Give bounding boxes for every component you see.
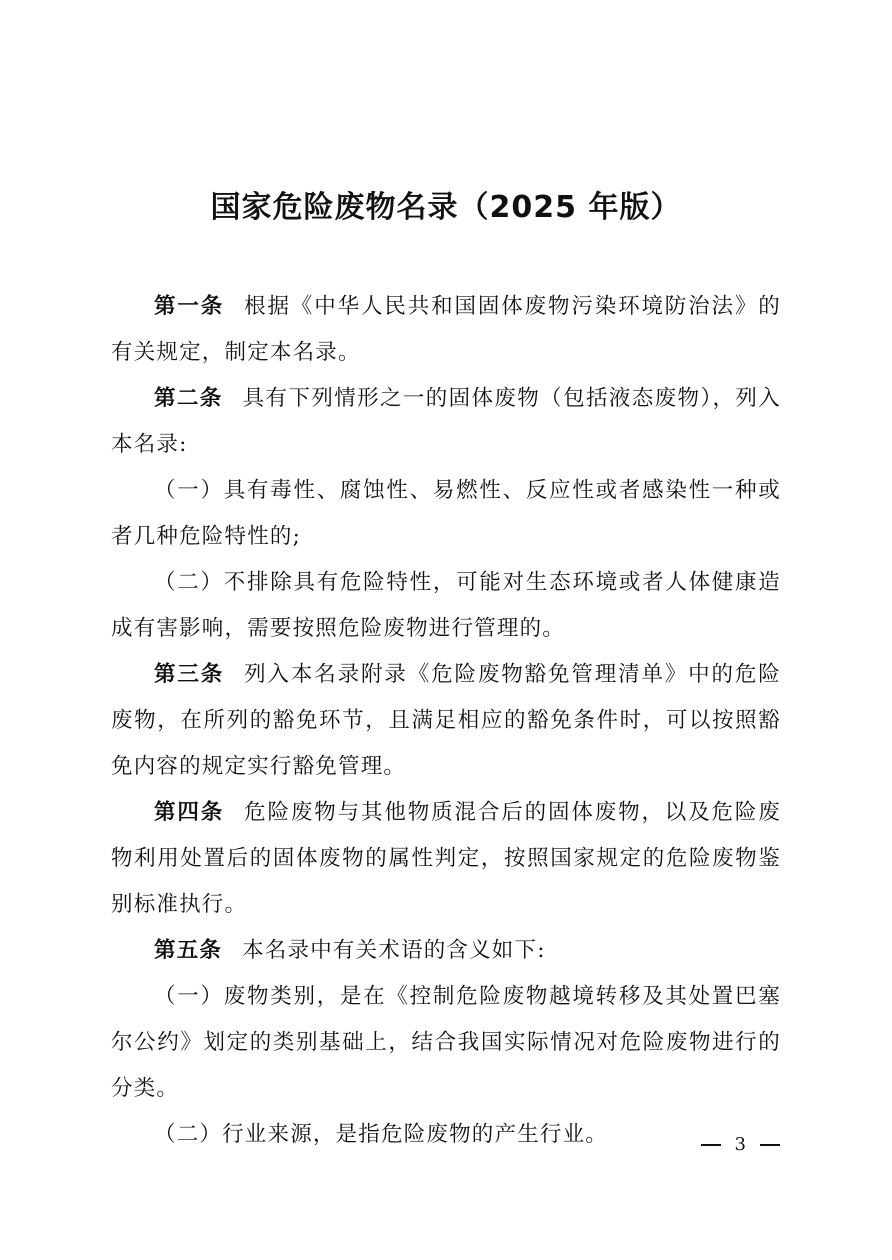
paragraph-text: （二）行业来源，是指危险废物的产生行业。 [154, 1122, 609, 1147]
paragraph-item-5-2 [111, 1112, 781, 1158]
document-body [111, 284, 781, 1158]
article-label: 第四条 [154, 800, 225, 825]
article-label: 第一条 [154, 294, 225, 319]
paragraph-item-2-2 [111, 560, 781, 652]
paragraph-article-4 [111, 790, 781, 928]
paragraph-article-5 [111, 928, 781, 974]
page-number-dash-right [760, 1144, 780, 1146]
document-title: 国家危险废物名录（2025 年版） [210, 190, 682, 225]
paragraph-text: （二）不排除具有危险特性，可能对生态环境或者人体健康造成有害影响，需要按照危险废物进行管理的。 [111, 570, 781, 641]
article-label: 第五条 [154, 938, 223, 963]
paragraph-text: （一）废物类别，是在《控制危险废物越境转移及其处置巴塞尔公约》划定的类别基础上，结合我国实际情况对危险废物进行的分类。 [111, 984, 781, 1101]
paragraph-text: 具有下列情形之一的固体废物（包括液态废物），列入本名录: [111, 386, 781, 457]
paragraph-article-1 [111, 284, 781, 376]
paragraph-article-3 [111, 652, 781, 790]
article-label: 第二条 [154, 386, 223, 411]
paragraph-text: 列入本名录附录《危险废物豁免管理清单》中的危险废物，在所列的豁免环节，且满足相应的豁免条件时，可以按照豁免内容的规定实行豁免管理。 [111, 662, 781, 779]
article-label: 第三条 [154, 662, 225, 687]
paragraph-item-5-1 [111, 974, 781, 1112]
page-number-dash-left [701, 1144, 721, 1146]
page-number [701, 1130, 780, 1160]
paragraph-text: 本名录中有关术语的含义如下: [242, 938, 546, 963]
paragraph-text: 危险废物与其他物质混合后的固体废物，以及危险废物利用处置后的固体废物的属性判定，按照国家规定的危险废物鉴别标准执行。 [111, 800, 781, 917]
paragraph-text: 根据《中华人民共和国固体废物污染环境防治法》的有关规定，制定本名录。 [111, 294, 781, 365]
paragraph-article-2 [111, 376, 781, 468]
paragraph-item-2-1 [111, 468, 781, 560]
page-number-value: 3 [734, 1134, 746, 1155]
paragraph-text: （一）具有毒性、腐蚀性、易燃性、反应性或者感染性一种或者几种危险特性的; [111, 478, 781, 549]
